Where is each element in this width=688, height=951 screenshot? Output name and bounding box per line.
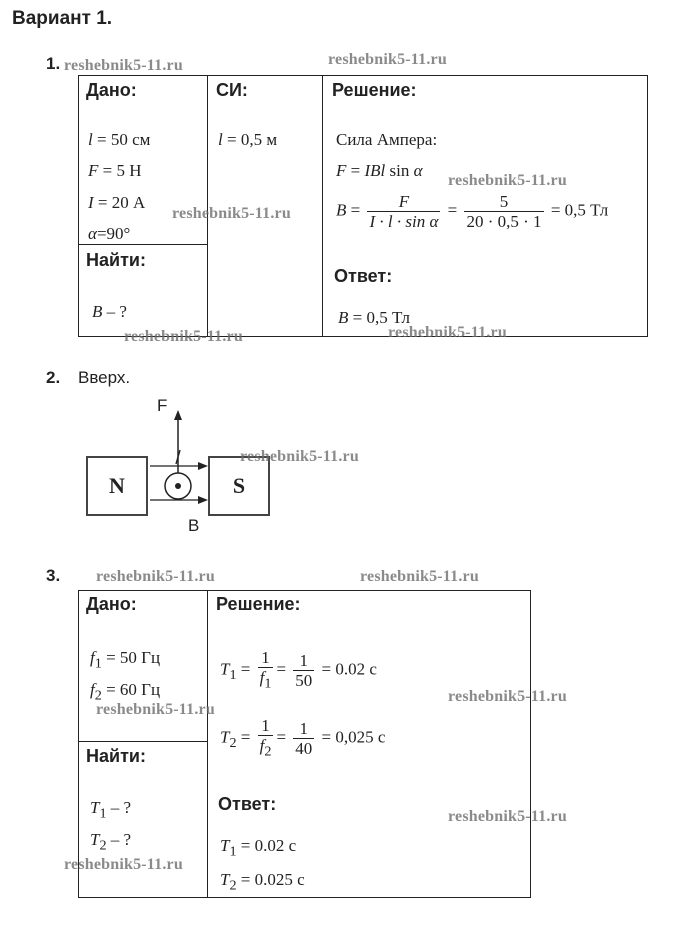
field-arrowhead-top	[198, 462, 208, 470]
task3-given-heading: Дано:	[86, 594, 137, 614]
task3-answer-heading: Ответ:	[218, 794, 277, 814]
watermark: reshebnik5-11.ru	[328, 51, 447, 68]
task2-answer-text: Вверх.	[78, 368, 131, 387]
task1-given-force: F = 5 Н	[88, 161, 142, 180]
watermark: reshebnik5-11.ru	[360, 568, 479, 585]
task3-find-heading: Найти:	[86, 746, 146, 766]
task1-table-divider	[78, 244, 208, 245]
magnet-north: N	[86, 456, 148, 516]
task1-number: 1.	[46, 54, 61, 73]
watermark: reshebnik5-11.ru	[96, 568, 215, 585]
task1-table-right	[647, 75, 648, 337]
task3-table-divider	[78, 741, 208, 742]
watermark: reshebnik5-11.ru	[388, 324, 507, 341]
force-diagram	[140, 410, 220, 520]
task3-number: 3.	[46, 566, 61, 585]
task1-answer-heading: Ответ:	[334, 266, 393, 286]
watermark: reshebnik5-11.ru	[172, 205, 291, 222]
task3-table-col1	[207, 590, 208, 898]
task3-table-bottom	[78, 897, 531, 898]
watermark: reshebnik5-11.ru	[448, 172, 567, 189]
task1-solution-heading: Решение:	[332, 80, 417, 100]
field-label: B	[188, 516, 200, 535]
task1-answer-value: B = 0,5 Тл	[338, 308, 410, 327]
task3-table-left	[78, 590, 79, 898]
task3-find-t1: $T_1$ – ?	[90, 798, 132, 822]
task1-ampere-formula: F = IBl sin α	[336, 161, 423, 180]
force-arrowhead	[174, 410, 182, 420]
watermark: reshebnik5-11.ru	[96, 701, 215, 718]
eq1-fraction-numeric: $\frac{1}{50}$	[295, 651, 313, 691]
magnet-south: S	[208, 456, 270, 516]
task1-si-heading: СИ:	[216, 80, 248, 100]
page-title: Вариант 1.	[12, 8, 113, 29]
eq2-fraction-symbolic: $\frac{1}{f_2}$	[259, 716, 272, 760]
task3-given-f2: $f_2 = 60$ Гц	[90, 680, 161, 704]
task3-table-top	[78, 590, 531, 591]
task1-table-left	[78, 75, 79, 337]
task1-find-heading: Найти:	[86, 250, 146, 270]
task3-period-eq1: $T_1$ = $\frac{1}{f_1}$ = $\frac{1}{50}$ = 0.02 с	[220, 648, 377, 692]
task3-find-t2: $T_2$ – ?	[90, 830, 132, 854]
task3-answer-t2: $T_2 = 0.025$ с	[220, 870, 305, 894]
watermark: reshebnik5-11.ru	[240, 448, 359, 465]
task1-given-angle: α=90°	[88, 224, 131, 243]
task1-fraction-numeric: $\frac{5}{20 \cdot 0,5 \cdot 1}$	[466, 192, 542, 231]
task1-solution-text: Сила Ампера:	[336, 130, 438, 149]
current-dot	[175, 483, 181, 489]
task1-find-value: B – ?	[92, 302, 127, 321]
watermark: reshebnik5-11.ru	[64, 57, 183, 74]
watermark: reshebnik5-11.ru	[124, 328, 243, 345]
force-label: F	[157, 396, 168, 415]
task1-given-current: I = 20 А	[88, 193, 146, 212]
watermark: reshebnik5-11.ru	[64, 856, 183, 873]
field-arrowhead-bottom	[198, 496, 208, 504]
task3-table-right	[530, 590, 531, 898]
task3-answer-t1: $T_1 = 0.02$ с	[220, 836, 297, 860]
watermark: reshebnik5-11.ru	[448, 808, 567, 825]
task2-number: 2.	[46, 368, 61, 387]
task1-table-col2	[322, 75, 323, 337]
task3-solution-heading: Решение:	[216, 594, 301, 614]
watermark: reshebnik5-11.ru	[448, 688, 567, 705]
task3-given-f1: $f_1 = 50$ Гц	[90, 648, 161, 672]
task3-period-eq2: $T_2$ = $\frac{1}{f_2}$ = $\frac{1}{40}$ = 0,025 с	[220, 716, 386, 760]
task1-given-length: l = 50 см	[88, 130, 151, 149]
eq2-fraction-numeric: $\frac{1}{40}$	[295, 719, 313, 759]
task1-fraction-symbolic: $\frac{F}{\text{I · l · sin α}}$	[369, 192, 439, 231]
task1-si-length: l = 0,5 м	[218, 130, 278, 149]
task1-calculation: B = $\frac{F}{\text{I · l · sin α}}$ = $\frac{5}{20 \cdot 0,5 \cdot 1}$ = 0,5 Тл	[336, 192, 609, 231]
eq1-fraction-symbolic: $\frac{1}{f_1}$	[259, 648, 272, 692]
task1-given-heading: Дано:	[86, 80, 137, 100]
task1-table-top	[78, 75, 648, 76]
